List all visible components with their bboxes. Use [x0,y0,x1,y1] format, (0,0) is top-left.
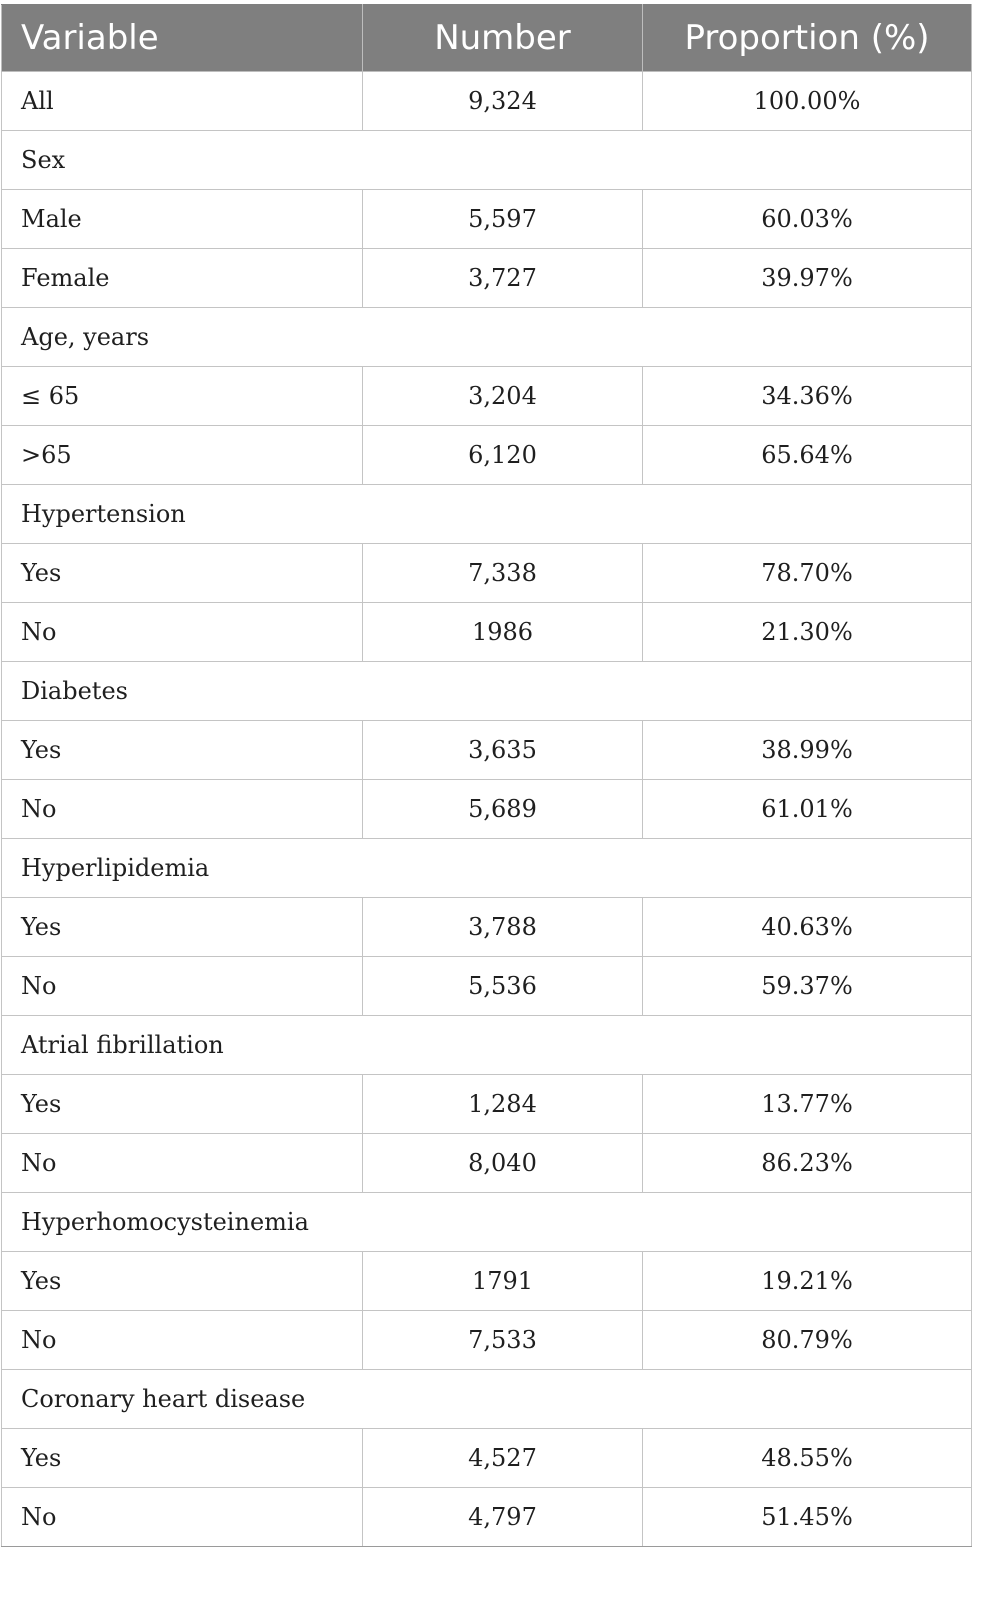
variable-cell: No [2,1311,363,1370]
variable-cell: Yes [2,1429,363,1488]
proportion-cell: 40.63% [643,898,972,957]
table-row [2,72,972,131]
table-row [2,780,972,839]
variable-cell: All [2,72,363,131]
proportion-cell: 61.01% [643,780,972,839]
number-cell: 4,527 [363,1429,643,1488]
header-row [2,5,972,72]
table-row [2,1429,972,1488]
number-cell: 9,324 [363,72,643,131]
proportion-cell: 51.45% [643,1488,972,1547]
variable-cell: ≤ 65 [2,367,363,426]
group-label: Coronary heart disease [2,1370,972,1429]
number-cell: 6,120 [363,426,643,485]
number-cell: 3,788 [363,898,643,957]
variable-cell: Yes [2,1252,363,1311]
proportion-cell: 100.00% [643,72,972,131]
group-label: Age, years [2,308,972,367]
header-number: Number [363,5,643,72]
table-container [1,4,972,1547]
proportion-cell: 86.23% [643,1134,972,1193]
group-header-row [2,131,972,190]
number-cell: 1,284 [363,1075,643,1134]
variable-cell: Yes [2,898,363,957]
table-row [2,1488,972,1547]
table-row [2,898,972,957]
group-header-row [2,839,972,898]
table-row [2,249,972,308]
number-cell: 1986 [363,603,643,662]
characteristics-table [1,4,972,1547]
number-cell: 3,727 [363,249,643,308]
group-label: Diabetes [2,662,972,721]
table-header [2,5,972,72]
variable-cell: No [2,957,363,1016]
variable-cell: Male [2,190,363,249]
group-header-row [2,662,972,721]
proportion-cell: 21.30% [643,603,972,662]
variable-cell: >65 [2,426,363,485]
header-proportion: Proportion (%) [643,5,972,72]
header-variable: Variable [2,5,363,72]
group-header-row [2,1370,972,1429]
number-cell: 5,689 [363,780,643,839]
variable-cell: Yes [2,721,363,780]
proportion-cell: 19.21% [643,1252,972,1311]
number-cell: 4,797 [363,1488,643,1547]
group-label: Sex [2,131,972,190]
variable-cell: No [2,603,363,662]
proportion-cell: 80.79% [643,1311,972,1370]
table-row [2,1252,972,1311]
variable-cell: No [2,1488,363,1547]
table-row [2,544,972,603]
proportion-cell: 34.36% [643,367,972,426]
table-row [2,367,972,426]
table-row [2,1134,972,1193]
number-cell: 1791 [363,1252,643,1311]
group-header-row [2,485,972,544]
group-label: Hypertension [2,485,972,544]
group-label: Atrial fibrillation [2,1016,972,1075]
group-header-row [2,1193,972,1252]
table-row [2,603,972,662]
proportion-cell: 13.77% [643,1075,972,1134]
proportion-cell: 78.70% [643,544,972,603]
variable-cell: Yes [2,1075,363,1134]
number-cell: 3,204 [363,367,643,426]
variable-cell: Female [2,249,363,308]
table-body [2,72,972,1547]
proportion-cell: 59.37% [643,957,972,1016]
proportion-cell: 48.55% [643,1429,972,1488]
number-cell: 7,338 [363,544,643,603]
table-row [2,1075,972,1134]
table-row [2,1311,972,1370]
proportion-cell: 39.97% [643,249,972,308]
variable-cell: No [2,780,363,839]
variable-cell: No [2,1134,363,1193]
group-header-row [2,308,972,367]
proportion-cell: 60.03% [643,190,972,249]
number-cell: 5,597 [363,190,643,249]
table-row [2,721,972,780]
group-label: Hyperlipidemia [2,839,972,898]
table-row [2,190,972,249]
table-row [2,426,972,485]
number-cell: 7,533 [363,1311,643,1370]
group-header-row [2,1016,972,1075]
number-cell: 5,536 [363,957,643,1016]
variable-cell: Yes [2,544,363,603]
proportion-cell: 65.64% [643,426,972,485]
group-label: Hyperhomocysteinemia [2,1193,972,1252]
number-cell: 3,635 [363,721,643,780]
number-cell: 8,040 [363,1134,643,1193]
proportion-cell: 38.99% [643,721,972,780]
table-row [2,957,972,1016]
